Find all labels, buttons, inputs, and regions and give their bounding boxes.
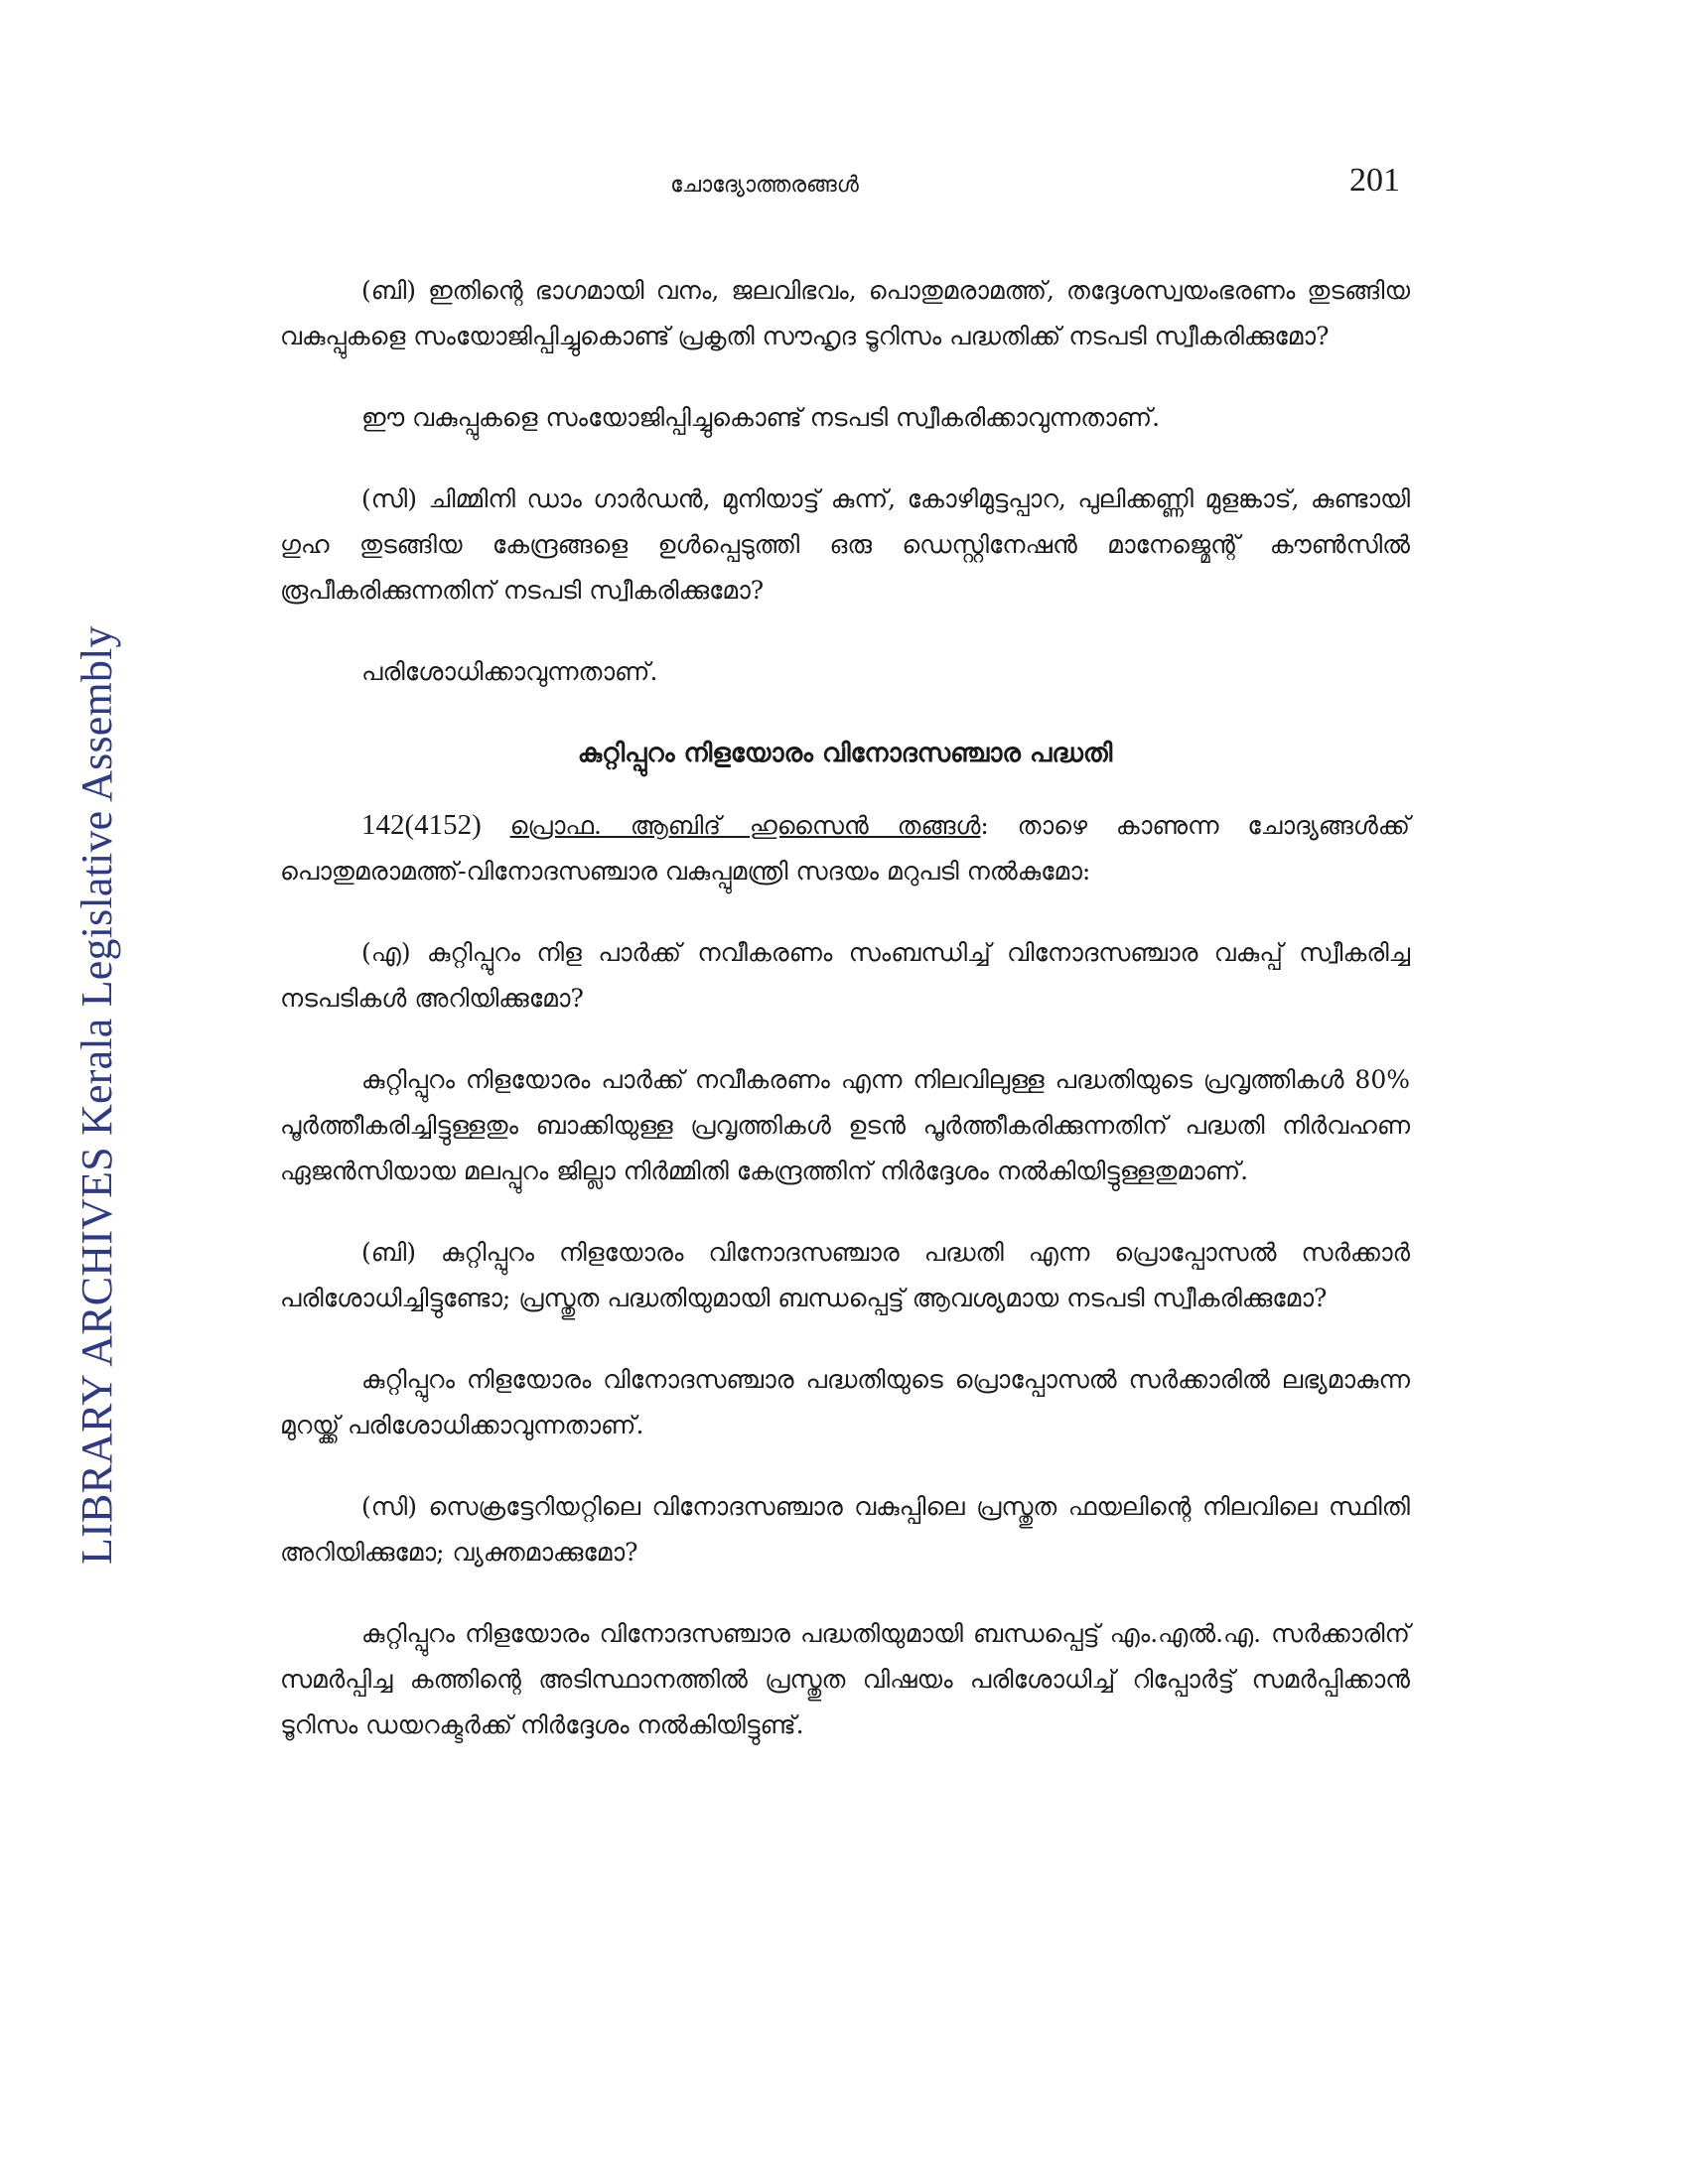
running-header-title: ചോദ്യോത്തരങ്ങൾ [670, 173, 859, 198]
question-intro-text: : താഴെ കാണുന്ന ചോദ്യങ്ങൾക്ക് പൊതുമരാമത്ത്-വിനോദസഞ്ചാര വകുപ്പുമന്ത്രി സദയം മറുപടി നൽകുമോ: [280, 811, 1410, 886]
page-number: 201 [1349, 162, 1400, 199]
library-archives-watermark: LIBRARY ARCHIVES Kerala Legislative Assembly [72, 625, 121, 1565]
question-intro [280, 802, 1410, 894]
member-name: പ്രൊഫ. ആബിദ് ഹുസൈൻ തങ്ങൾ [509, 811, 981, 840]
answer-c2-text: കുറ്റിപ്പുറം നിളയോരം വിനോദസഞ്ചാര പദ്ധതിയുമായി ബന്ധപ്പെട്ട് എം.എൽ.എ. സർക്കാരിന് സമർപ്പിച്ച കത്തിന്റെ അടിസ്ഥാനത്തിൽ പ്രസ്തുത വിഷയം പരിശോധിച്ച് റിപ്പോർട്ട് സമർപ്പിക്കാൻ ടൂറിസം ഡയറക്ടർക്ക് നിർദ്ദേശം നൽകിയിട്ടുണ്ട്. [280, 1619, 1410, 1739]
question-c-text: (സി) ചിമ്മിനി ഡാം ഗാർഡൻ, മുനിയാട്ട് കുന്ന്, കോഴിമുട്ടപ്പാറ, പുലിക്കണ്ണി മുളങ്കാട്, കുണ്ടായി ഗുഹ തുടങ്ങിയ കേന്ദ്രങ്ങളെ ഉൾപ്പെടുത്തി ഒരു ഡെസ്റ്റിനേഷൻ മാനേജ്മെന്റ് കൗൺസിൽ രൂപീകരിക്കുന്നതിന് നടപടി സ്വീകരിക്കുമോ? [280, 484, 1410, 605]
document-body [280, 268, 1410, 1784]
answer-c-text: പരിശോധിക്കാവുന്നതാണ്. [361, 657, 658, 686]
question-b-text: (ബി) ഇതിന്റെ ഭാഗമായി വനം, ജലവിഭവം, പൊതുമരാമത്ത്, തദ്ദേശസ്വയംഭരണം തുടങ്ങിയ വകുപ്പുകളെ സംയോജിപ്പിച്ചുകൊണ്ട് പ്രകൃതി സൗഹൃദ ടൂറിസം പദ്ധതിക്ക് നടപടി സ്വീകരിക്കുമോ? [280, 276, 1410, 350]
question-c2-text: (സി) സെക്രട്ടേറിയറ്റിലെ വിനോദസഞ്ചാര വകുപ്പിലെ പ്രസ്തുത ഫയലിന്റെ നിലവിലെ സ്ഥിതി അറിയിക്കുമോ; വ്യക്തമാക്കുമോ? [280, 1492, 1410, 1567]
answer-a-text: കുറ്റിപ്പുറം നിളയോരം പാർക്ക് നവീകരണം എന്ന നിലവിലുള്ള പദ്ധതിയുടെ പ്രവൃത്തികൾ 80% പൂർത്തീകരിച്ചിട്ടുള്ളതും ബാക്കിയുള്ള പ്രവൃത്തികൾ ഉടൻ പൂർത്തീകരിക്കുന്നതിന് പദ്ധതി നിർവഹണ ഏജൻസിയായ മലപ്പുറം ജില്ലാ നിർമ്മിതി കേന്ദ്രത്തിന് നിർദ്ദേശം നൽകിയിട്ടുള്ളതുമാണ്. [280, 1065, 1410, 1185]
question-a-text: (എ) കുറ്റിപ്പുറം നിള പാർക്ക് നവീകരണം സംബന്ധിച്ച് വിനോദസഞ്ചാര വകുപ്പ് സ്വീകരിച്ച നടപടികൾ അറിയിക്കുമോ? [280, 938, 1410, 1013]
answer-b-text: ഈ വകുപ്പുകളെ സംയോജിപ്പിച്ചുകൊണ്ട് നടപടി സ്വീകരിക്കാവുന്നതാണ്. [361, 403, 1161, 432]
question-number: 142(4152) [361, 809, 482, 841]
answer-b2-text: കുറ്റിപ്പുറം നിളയോരം വിനോദസഞ്ചാര പദ്ധതിയുടെ പ്രൊപ്പോസൽ സർക്കാരിൽ ലഭ്യമാകുന്ന മുറയ്ക്ക് പരിശോധിക്കാവുന്നതാണ്. [280, 1365, 1410, 1439]
section-heading: കുറ്റിപ്പുറം നിളയോരം വിനോദസഞ്ചാര പദ്ധതി [577, 739, 1113, 768]
question-b2-text: (ബി) കുറ്റിപ്പുറം നിളയോരം വിനോദസഞ്ചാര പദ്ധതി എന്ന പ്രൊപ്പോസൽ സർക്കാർ പരിശോധിച്ചിട്ടുണ്ടോ; പ്രസ്തുത പദ്ധതിയുമായി ബന്ധപ്പെട്ട് ആവശ്യമായ നടപടി സ്വീകരിക്കുമോ? [280, 1238, 1410, 1312]
